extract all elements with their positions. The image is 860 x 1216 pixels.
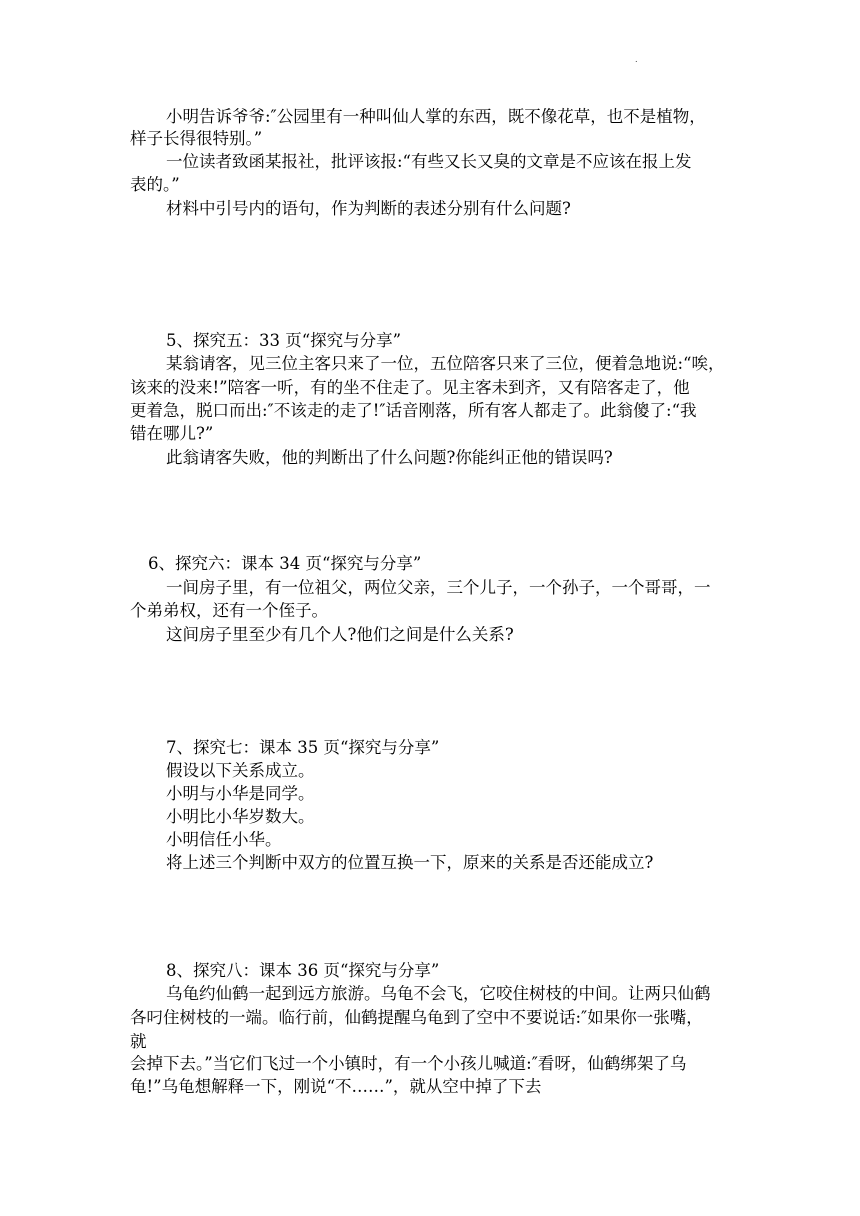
text-line: 一位读者致函某报社，批评该报:“有些又长又臭的文章是不应该在报上发: [166, 152, 692, 171]
text-line: 假设以下关系成立。: [166, 761, 315, 780]
text-line: 就: [130, 1032, 147, 1051]
header-mark: .: [635, 55, 638, 64]
text-line: 个弟弟权，还有一个侄子。: [130, 601, 328, 620]
text-line: 表的。”: [130, 175, 180, 194]
text-line: 小明告诉爷爷:″公园里有一种叫仙人掌的东西，既不像花草，也不是植物，: [166, 107, 706, 126]
text-line: 该来的没来!”陪客一听，有的坐不住走了。见主客未到齐，又有陪客走了，他: [130, 378, 690, 397]
text-line: 错在哪儿?”: [130, 424, 214, 443]
text-line: 会掉下去。”当它们飞过一个小镇时，有一个小孩儿喊道:″看呀，仙鹤绑架了乌: [130, 1054, 687, 1073]
text-line: 龟!”乌龟想解释一下，刚说“不……”，就从空中掉了下去: [130, 1077, 542, 1096]
text-line: 各叼住树枝的一端。临行前，仙鹤提醒乌龟到了空中不要说话:″如果你一张嘴，: [130, 1008, 703, 1027]
section-heading: 6、探究六：课本 34 页“探究与分享”: [148, 554, 422, 573]
text-line: 某翁请客，见三位主客只来了一位，五位陪客只来了三位，便着急地说:“唉，: [166, 354, 725, 373]
text-line: 乌龟约仙鹤一起到远方旅游。乌龟不会飞，它咬住树枝的中间。让两只仙鹤: [166, 984, 711, 1003]
text-line: 小明比小华岁数大。: [166, 807, 315, 826]
section-heading: 7、探究七：课本 35 页“探究与分享”: [166, 738, 440, 757]
section-heading: 8、探究八：课本 36 页“探究与分享”: [166, 961, 440, 980]
text-line: 小明与小华是同学。: [166, 784, 315, 803]
text-line: 小明信任小华。: [166, 830, 282, 849]
question-line: 材料中引号内的语句，作为判断的表述分别有什么问题?: [166, 199, 571, 218]
text-line: 更着急，脱口而出:″不该走的走了!″话音刚落，所有客人都走了。此翁傻了:“我: [130, 401, 697, 420]
text-line: 一间房子里，有一位祖父，两位父亲，三个儿子，一个孙子，一个哥哥，一: [166, 578, 711, 597]
question-line: 这间房子里至少有几个人?他们之间是什么关系?: [166, 625, 514, 644]
question-line: 将上述三个判断中双方的位置互换一下，原来的关系是否还能成立?: [166, 853, 654, 872]
question-line: 此翁请客失败，他的判断出了什么问题?你能纠正他的错误吗?: [166, 448, 613, 467]
section-heading: 5、探究五：33 页“探究与分享”: [166, 331, 402, 350]
text-line: 样子长得很特别。”: [130, 129, 263, 148]
